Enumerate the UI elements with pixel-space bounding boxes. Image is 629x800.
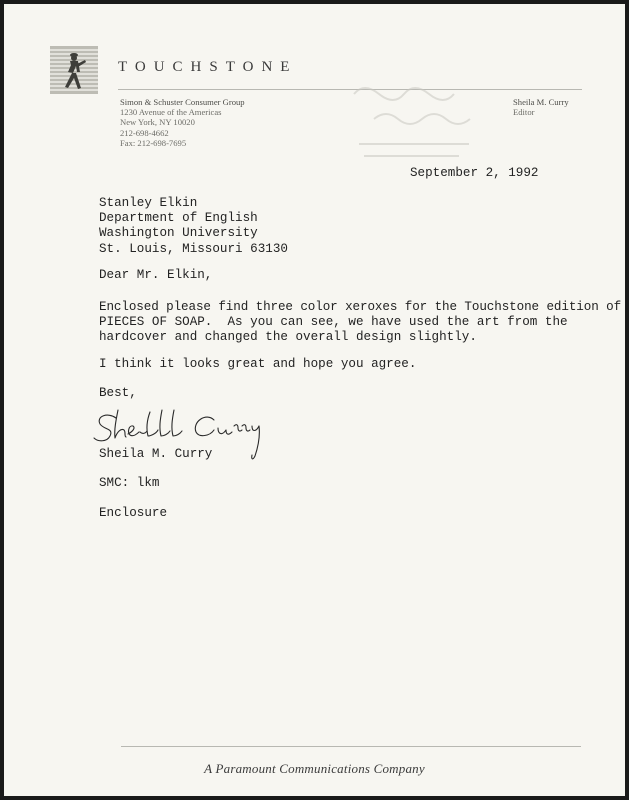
paragraph-line: PIECES OF SOAP. As you can see, we have used the art from the [99, 315, 568, 330]
sender-phone: 212-698-4662 [120, 127, 169, 138]
recipient-address [99, 196, 288, 257]
signer-name: Sheila M. Curry [99, 447, 213, 461]
brand-name: TOUCHSTONE [118, 59, 298, 75]
paragraph-line: hardcover and changed the overall design slightly. [99, 330, 477, 345]
body-paragraph-2: I think it looks great and hope you agree. [99, 357, 417, 371]
body-paragraph-1 [99, 300, 622, 346]
recipient-city: St. Louis, Missouri 63130 [99, 241, 288, 256]
closing: Best, [99, 386, 137, 400]
salutation: Dear Mr. Elkin, [99, 268, 213, 282]
recipient-institution: Washington University [99, 226, 258, 241]
sender-fax: Fax: 212-698-7695 [120, 137, 187, 148]
paragraph-line: Enclosed please find three color xeroxes for the Touchstone edition of [99, 300, 622, 314]
editor-name: Sheila M. Curry [513, 97, 569, 107]
reference-initials: SMC: lkm [99, 476, 160, 490]
sender-address-line2: New York, NY 10020 [120, 117, 195, 128]
letter-date: September 2, 1992 [410, 166, 539, 180]
recipient-name: Stanley Elkin [99, 196, 198, 210]
letter-page [4, 4, 625, 796]
bleed-through-mark [334, 64, 494, 174]
sender-org: Simon & Schuster Consumer Group [120, 97, 245, 107]
sender-address-block [120, 97, 245, 148]
sender-address-line1: 1230 Avenue of the Americas [120, 107, 222, 118]
footer-tagline: A Paramount Communications Company [204, 761, 425, 776]
recipient-department: Department of English [99, 211, 258, 226]
enclosure-note: Enclosure [99, 506, 168, 520]
walking-man-logo-icon [50, 46, 98, 94]
editor-block [513, 97, 569, 117]
editor-title: Editor [513, 107, 535, 118]
footer-rule [121, 746, 581, 747]
